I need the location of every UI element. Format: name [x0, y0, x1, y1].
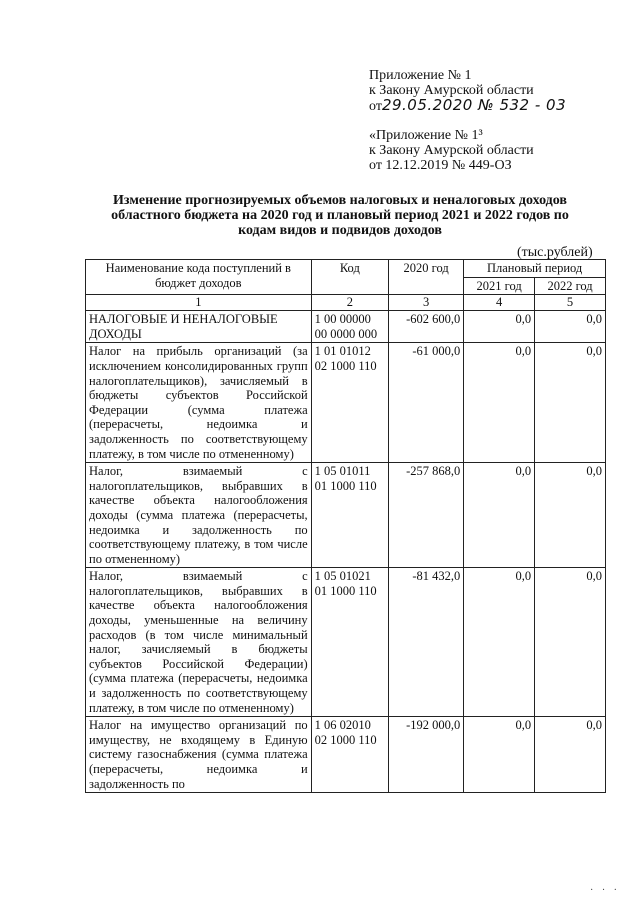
- column-number: 1: [86, 295, 312, 311]
- table-row: [86, 343, 606, 463]
- law-reference: к Закону Амурской области: [369, 83, 534, 98]
- column-number: 4: [464, 295, 535, 311]
- row-2022: 0,0: [535, 463, 606, 568]
- row-2021: 0,0: [464, 568, 535, 717]
- column-number: 3: [389, 295, 464, 311]
- revenue-table: [85, 259, 606, 793]
- units-label: (тыс.рублей): [517, 245, 593, 260]
- date-prefix: от: [369, 99, 382, 114]
- law-date-line: [369, 98, 566, 114]
- column-number: 2: [311, 295, 388, 311]
- table-row: [86, 463, 606, 568]
- row-2022: 0,0: [535, 343, 606, 463]
- column-number: 5: [535, 295, 606, 311]
- row-name: Налог, взимаемый с налогоплательщиков, выбравших в качестве объекта налогообложения доходы (сумма платежа (перерасчеты, недоимка и задолженность по соответствующему платежу, в том числе по отмененному): [86, 463, 312, 568]
- table-row: [86, 568, 606, 717]
- header-planned-period: Плановый период: [464, 260, 606, 278]
- header-name: Наименование кода поступлений в бюджет доходов: [86, 260, 312, 295]
- table-header-row: [86, 260, 606, 278]
- handwritten-date-number: 29.05.2020 № 532 - 03: [381, 96, 567, 114]
- row-2022: 0,0: [535, 568, 606, 717]
- header-2020: 2020 год: [389, 260, 464, 295]
- title-line-1: Изменение прогнозируемых объемов налоговых и неналоговых доходов: [113, 193, 567, 208]
- row-name: Налог, взимаемый с налогоплательщиков, выбравших в качестве объекта налогообложения доходы, уменьшенные на величину расходов (в том числе минимальный налог, зачисляемый в бюджеты субъектов Российской Федерации) (сумма платежа (перерасчеты, недоимка и задолженность по соответствующему платежу, в том числе по отмененному): [86, 568, 312, 717]
- header-code: Код: [311, 260, 388, 295]
- row-2020: -192 000,0: [389, 717, 464, 793]
- title-line-2: областного бюджета на 2020 год и плановый период 2021 и 2022 годов по: [111, 208, 569, 223]
- row-2022: 0,0: [535, 311, 606, 343]
- row-name: НАЛОГОВЫЕ И НЕНАЛОГОВЫЕ ДОХОДЫ: [86, 311, 312, 343]
- row-2021: 0,0: [464, 463, 535, 568]
- row-2020: -61 000,0: [389, 343, 464, 463]
- table-row-total: [86, 311, 606, 343]
- header-2021: 2021 год: [464, 277, 535, 295]
- previous-law-date: от 12.12.2019 № 449-ОЗ: [369, 158, 512, 173]
- row-2021: 0,0: [464, 717, 535, 793]
- row-code: 1 01 01012 02 1000 110: [311, 343, 388, 463]
- table-row: [86, 717, 606, 793]
- row-2022: 0,0: [535, 717, 606, 793]
- row-code: 1 05 01021 01 1000 110: [311, 568, 388, 717]
- previous-appendix-number: «Приложение № 1³: [369, 128, 483, 143]
- row-2021: 0,0: [464, 343, 535, 463]
- header-2022: 2022 год: [535, 277, 606, 295]
- row-name: Налог на прибыль организаций (за исключением консолидированных групп налогоплательщиков), зачисляемый в бюджеты субъектов Российской Федерации (сумма платежа (перерасчеты, недоимка и задолженность по соответствующему платежу, в том числе по отмененному): [86, 343, 312, 463]
- title-line-3: кодам видов и подвидов доходов: [238, 223, 442, 238]
- appendix-number: Приложение № 1: [369, 68, 472, 83]
- row-2021: 0,0: [464, 311, 535, 343]
- previous-law-reference: к Закону Амурской области: [369, 143, 534, 158]
- scan-artifact-dots: · · ·: [590, 885, 620, 896]
- row-2020: -257 868,0: [389, 463, 464, 568]
- appendix-header: [369, 68, 566, 114]
- row-2020: -602 600,0: [389, 311, 464, 343]
- row-2020: -81 432,0: [389, 568, 464, 717]
- row-code: 1 00 00000 00 0000 000: [311, 311, 388, 343]
- document-title: [80, 193, 600, 238]
- previous-appendix-header: [369, 128, 534, 173]
- row-code: 1 05 01011 01 1000 110: [311, 463, 388, 568]
- row-name: Налог на имущество организаций по имуществу, не входящему в Единую систему газоснабжения (сумма платежа (перерасчеты, недоимка и задолженность по: [86, 717, 312, 793]
- row-code: 1 06 02010 02 1000 110: [311, 717, 388, 793]
- column-number-row: [86, 295, 606, 311]
